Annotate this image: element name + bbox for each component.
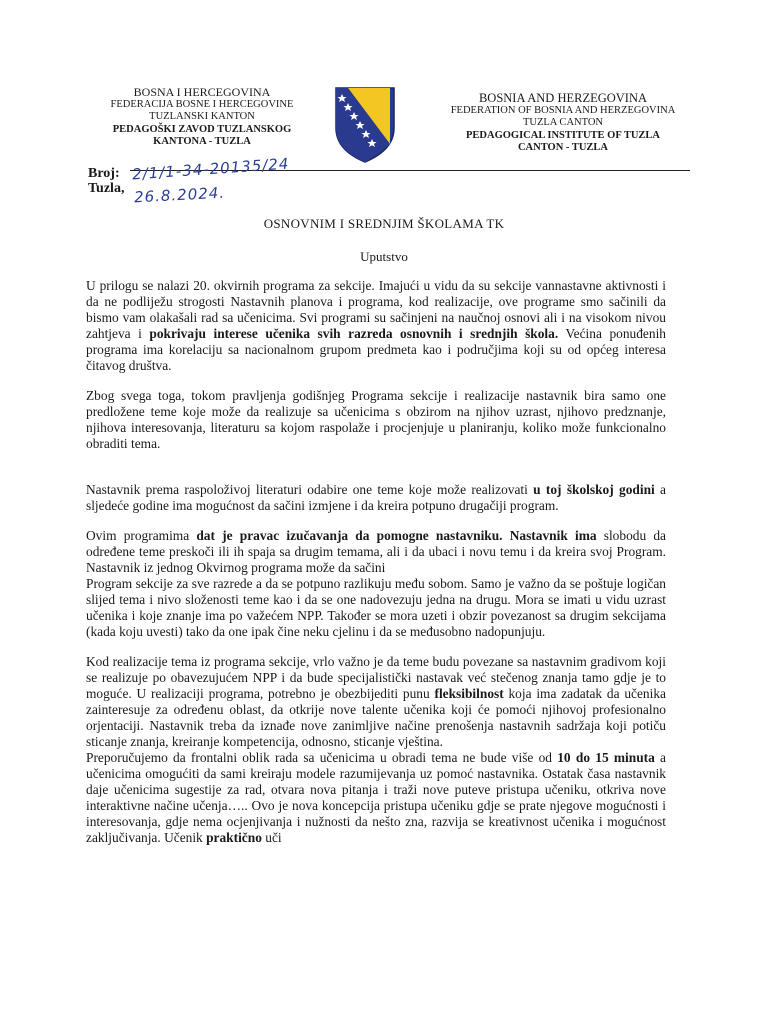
paragraph-6	[86, 654, 666, 750]
header-left-institute-city: KANTONA - TUZLA	[153, 136, 251, 147]
paragraph-7-bold-b: praktično	[206, 830, 262, 845]
reference-date-handwritten: 26.8.2024.	[133, 183, 226, 207]
header-left-canton: TUZLANSKI KANTON	[149, 111, 255, 122]
paragraph-4	[86, 528, 666, 576]
paragraph-6-bold: fleksibilnost	[434, 686, 504, 701]
reference-place-label: Tuzla,	[88, 181, 125, 196]
document-title: Uputstvo	[360, 249, 408, 264]
paragraph-7	[86, 750, 666, 846]
reference-number-label: Broj:	[88, 166, 120, 181]
paragraph-3-text-b: a sljedeće godine ima mogućnost da sačini izmjene i da kreira potpuno drugačiji program.	[86, 482, 666, 513]
paragraph-3	[86, 482, 666, 514]
paragraph-7-text-c: uči	[261, 830, 282, 845]
document-body	[86, 278, 666, 860]
header-left	[82, 86, 322, 149]
paragraph-3-bold: u toj školskoj godini	[533, 482, 655, 497]
header-right-federation: FEDERATION OF BOSNIA AND HERZEGOVINA	[450, 104, 676, 116]
paragraph-1-text-b: Većina ponuđenih programa ima korelaciju sa nacionalnom grupom predmeta kao i područjima koji su od općeg interesa čitavog društva.	[86, 326, 666, 373]
paragraph-4-text-b: slobodu da određene teme preskoči ili ih spaja sa drugim temama, ali i da ubaci i novu temu i da kreira svoj Program. Nastavnik iz jednog Okvirnog programa može da sačini	[86, 528, 666, 575]
paragraph-2: Zbog svega toga, tokom pravljenja godišnjeg Programa sekcije i realizacije nastavnik bira samo one predložene teme koje može da realizuje sa učenicima s obzirom na njihov uzrast, njihovo predznanje, njihova interesovanja, literaturu sa kojom raspolaže i procjenjuje u planiranju, koliko može funkcionalno obraditi tema.	[86, 388, 666, 451]
header-right-canton: TUZLA CANTON	[522, 117, 603, 128]
paragraph-6-text-b: koja ima zadatak da učenika zainteresuje za određenu oblast, da otkrije nove talente učenika koji će pomoći njihovoj profesionalno orjentaciji. Nastavnik treba da iznađe nove zanimljive načine prenošenja nastavnih sadržaja koji potiču sticanje znanja, kreiranje kompetencija, odnosno, sticanje vještina.	[86, 686, 666, 749]
header-right	[438, 92, 688, 155]
paragraph-1	[86, 278, 666, 374]
paragraph-7-text-b: a učenicima omogućiti da sami kreiraju modele razumijevanja uz pomoć nastavnika. Ostatak časa nastavnik daje učenicima sugestije za rad, otvara nova pitanja i traži nove puteve pristupa učeniku, otkriva nove interaktivne načine učenja….. Ovo je nova koncepcija pristupa učeniku gdje se prate njegove mogućnosti i interesovanja, gdje nema ocjenjivanja i nužnosti da nešto zna, razvija se kreativnost učenika i mogućnost zaključivanja. Učenik	[86, 750, 666, 845]
reference-number-handwritten: 2/1/1-34-20135/24	[131, 154, 290, 184]
paragraph-3-text-a: Nastavnik prema raspoloživoj literaturi odabire one teme koje može realizovati	[86, 482, 534, 497]
paragraph-5: Program sekcije za sve razrede a da se potpuno razlikuju među sobom. Samo je važno da se poštuje logičan slijed tema i nivo složenosti teme kao i da se one nadovezuju jedna na drugu. Mora se imati u vidu uzrast učenika i koje znanje ima po važećem NPP. Također se mora uzeti i obzir povezanost sa drugim sekcijama (kada koju uvesti) tako da one ipak čine neku cjelinu i da se međusobno nadopunjuju.	[86, 576, 666, 639]
header-right-institute-city: CANTON - TUZLA	[517, 142, 609, 153]
paragraph-4-bold: dat je pravac izučavanja da pomogne nastavniku. Nastavnik ima	[196, 528, 597, 543]
paragraph-1-bold: pokrivaju interese učenika svih razreda osnovnih i srednjih škola.	[149, 326, 559, 341]
paragraph-7-text-a: Preporučujemo da frontalni oblik rada sa učenicima u obradi tema ne bude više od	[86, 750, 558, 765]
header-left-country: BOSNA I HERCEGOVINA	[133, 85, 271, 99]
paragraph-7-bold-a: 10 do 15 minuta	[557, 750, 655, 765]
header-left-institute: PEDAGOŠKI ZAVOD TUZLANSKOG	[112, 123, 292, 135]
header-right-country: BOSNIA AND HERZEGOVINA	[478, 91, 648, 105]
paragraph-4-text-a: Ovim programima	[86, 528, 197, 543]
header-right-institute: PEDAGOGICAL INSTITUTE OF TUZLA	[465, 129, 660, 141]
recipient-line: OSNOVNIM I SREDNJIM ŠKOLAMA TK	[263, 216, 505, 231]
header-left-federation: FEDERACIJA BOSNE I HERCEGOVINE	[110, 98, 294, 110]
coat-of-arms-icon	[328, 84, 402, 164]
paragraph-6-text-a: Kod realizacije tema iz programa sekcije, vrlo važno je da teme budu povezane sa nastavnim gradivom koji se realizuje po obavezujućem NPP i da bude specijalistički nastavak već stečenog znanja tamo gdje je to moguće. U realizaciji programa, potrebno je obezbijediti punu	[86, 654, 666, 701]
paragraph-1-text-a: U prilogu se nalazi 20. okvirnih programa za sekcije. Imajući u vidu da su sekcije vannastavne aktivnosti i da ne podliježu strogosti Nastavnih planova i programa, kod realizacije, ove programe smo sačinili da bismo vam olakašali rad sa učenicima. Svi programi su sačinjeni na naučnoj osnovi ali i na visokom nivou zahtjeva i	[86, 278, 666, 341]
